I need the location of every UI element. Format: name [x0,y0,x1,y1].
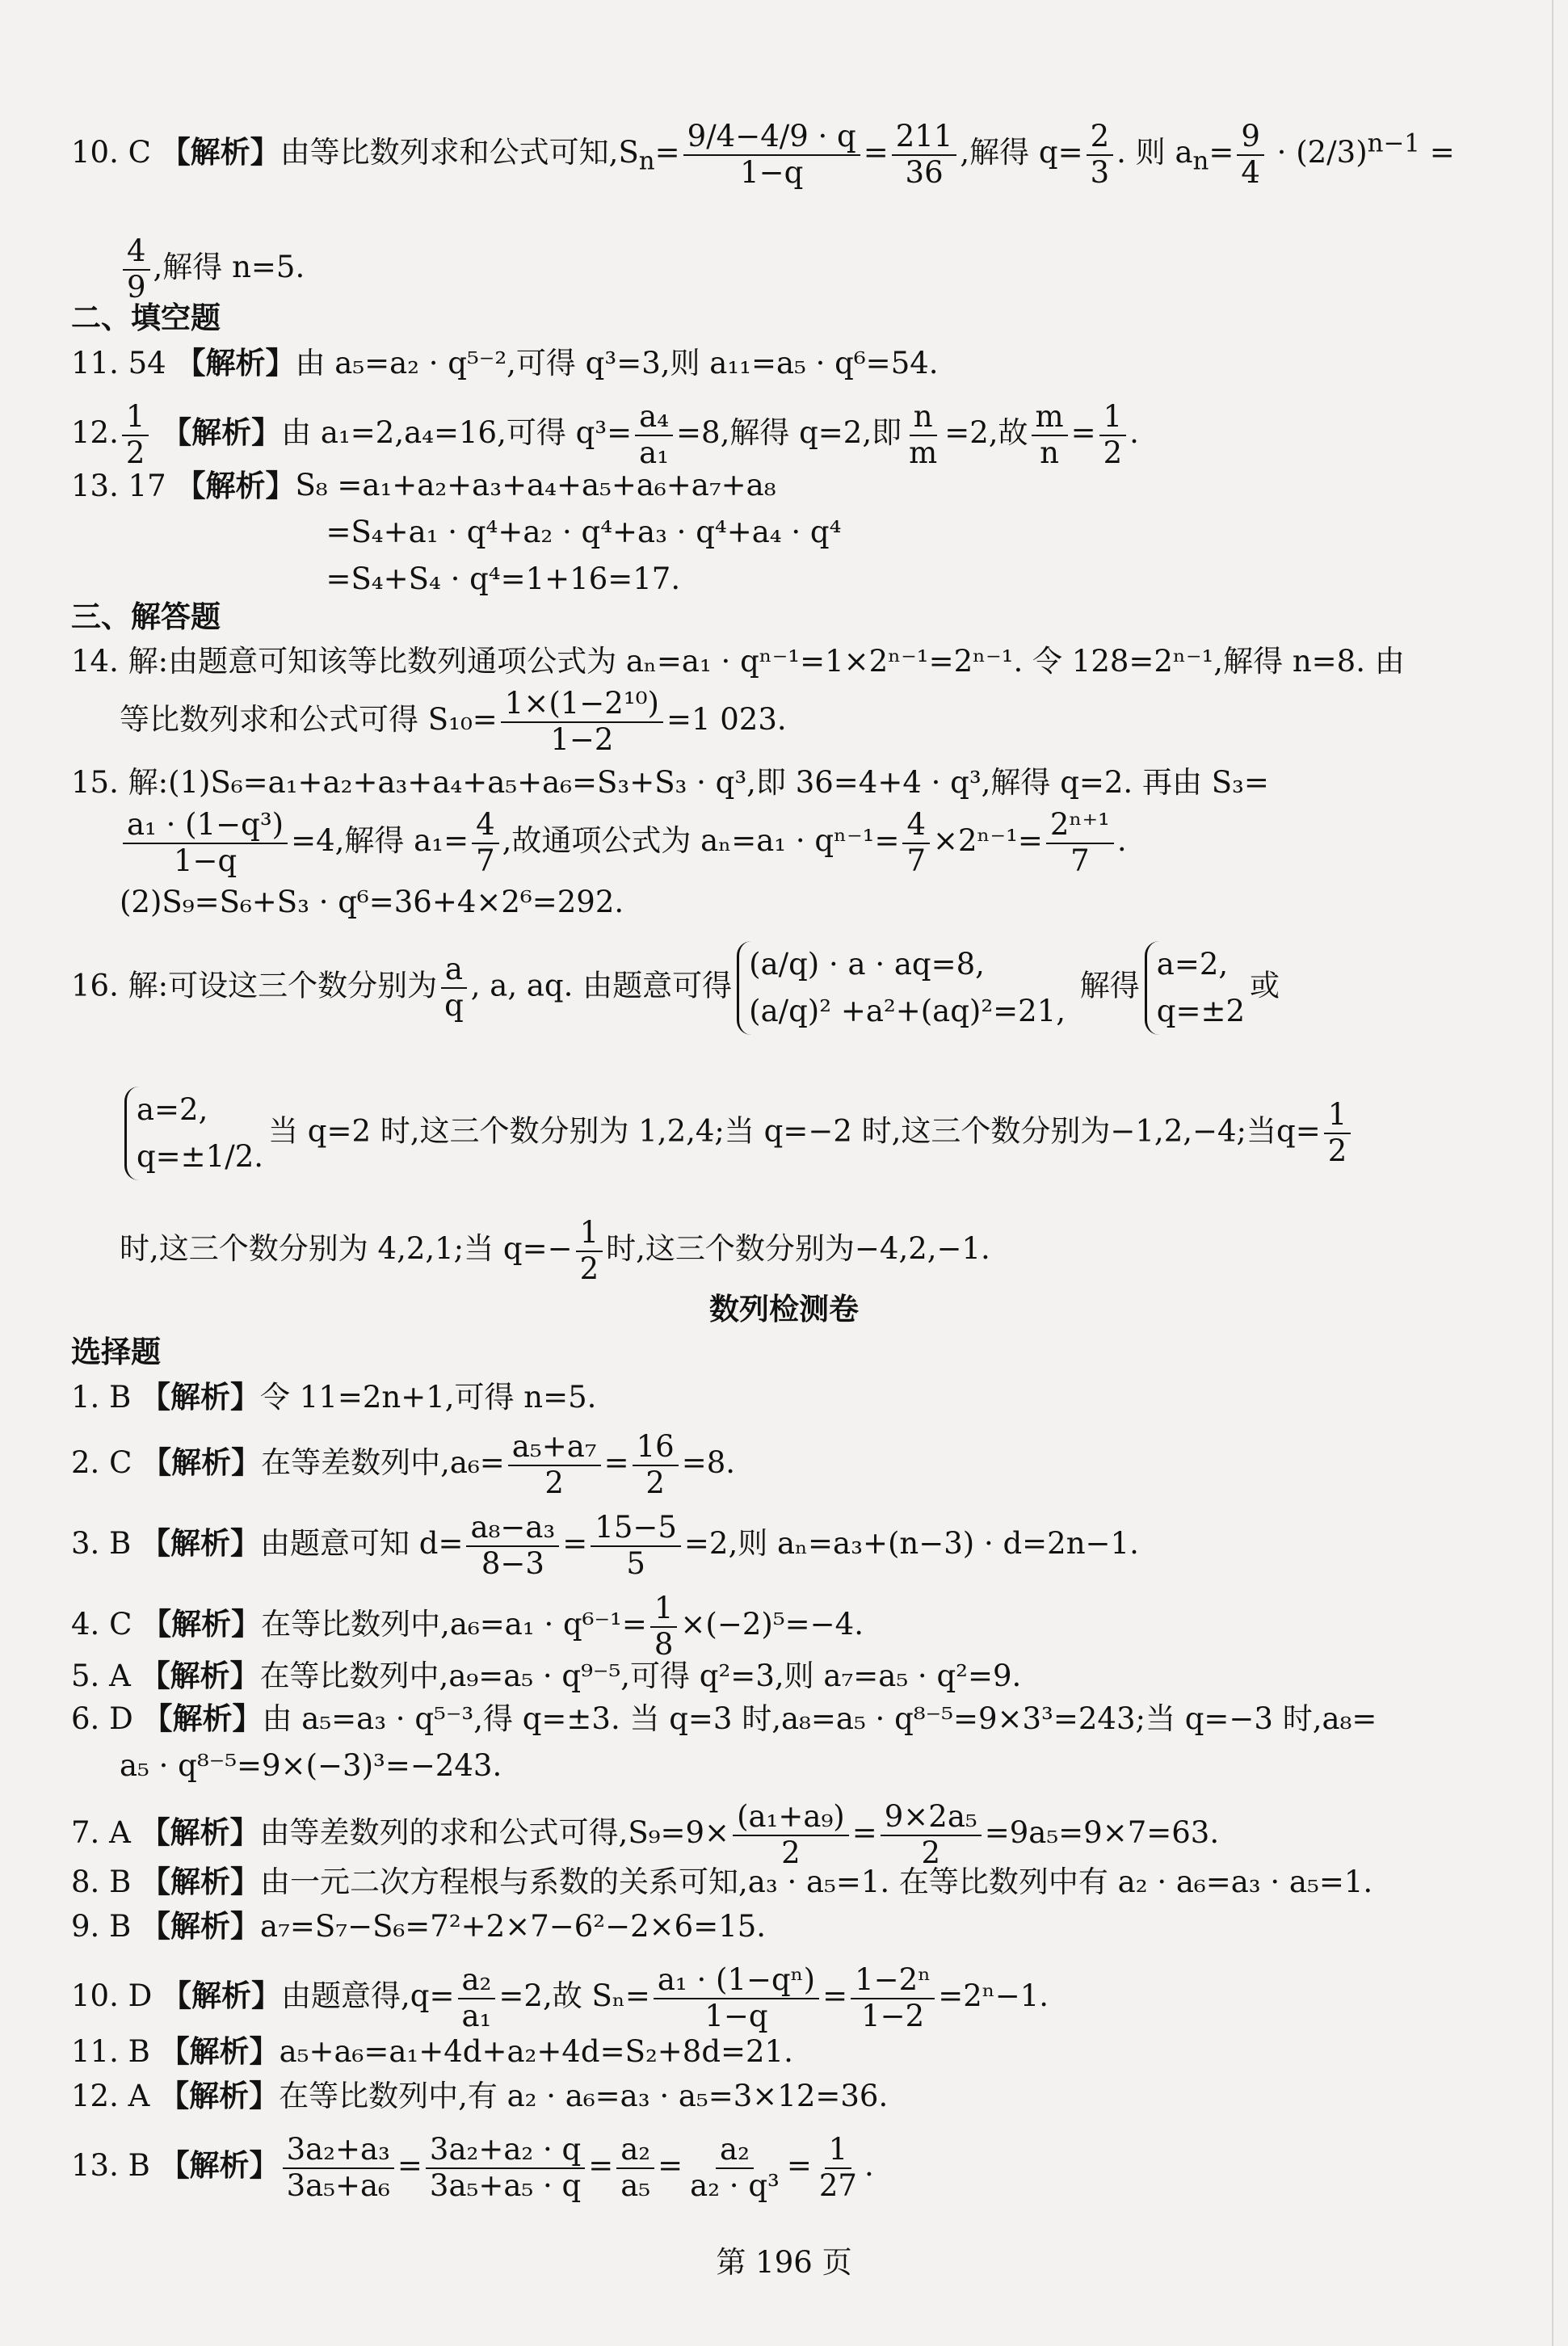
section-title: 数列检测卷 [709,1292,859,1326]
equation-system: (a/q) · a · aq=8, (a/q)² +a²+(aq)²=21, [737,941,1066,1035]
a8: 8. B 【解析】由一元二次方程根与系数的关系可知,a₃ · a₅=1. 在等比数列中有 a₂ · a₆=a₃ · a₅=1. [71,1864,1373,1899]
q15-line2: $\frac{\text{a₁ · (1−q³)}}{1-q}$ =4,解得 a₁= $\frac{4}{7}$ ,故通项公式为 aₙ=a₁ · qⁿ⁻¹= $\frac{4}{7}$ ×2ⁿ⁻¹= $\frac{\text{2ⁿ⁺¹}}{7}$ . [120,808,1557,878]
section-choice: 选择题 [71,1335,161,1369]
page-number: 第 196 页 [716,2245,852,2280]
fraction: $\frac{1}{2}$ [1099,400,1127,470]
q16-line2: a=2, q=±1/2.当 q=2 时,这三个数分别为 1,2,4;当 q=−2 时,这三个数分别为−1,2,−4;当q= $\frac{1}{2}$ [120,1087,1557,1180]
fraction: $\frac{\text{a₂}}{\text{a₂ · q³}}$ [690,2132,780,2203]
fraction: $\frac{2}{3}$ [1087,120,1114,190]
fraction: $\frac{n}{m}$ [909,399,938,470]
a10: 10. D 【解析】由题意得,q= $\frac{\text{a₂}}{\text{a₁}}$ =2,故 Sₙ= $\frac{\text{a₁ · (1−qⁿ)}}{1-q}$ = $\frac{\text{1−2ⁿ}}{1-2}$ =2ⁿ−1. [71,1962,1049,2033]
q16-line1: 16. 解:可设这三个数分别为 $\frac{a}{q}$ , a, aq. 由题意可得(a/q) · a · aq=8, (a/q)² +a²+(aq)²=21, 解得a=2, q=±2或 [71,941,1509,1035]
fraction: $\frac{\text{3a₂+a₂ · q}}{\text{3a₅+a₅ · q}}$ [426,2133,585,2203]
section-fill-blank: 二、填空题 [71,301,221,335]
fraction: $\frac{211}{36}$ [892,120,957,190]
q15-line1: 15. 解:(1)S₆=a₁+a₂+a₃+a₄+a₅+a₆=S₃+S₃ · q³,即 36=4+4 · q³,解得 q=2. 再由 S₃= [71,765,1269,800]
q10-line2: $\frac{4}{9}$ ,解得 n=5. [120,234,1557,305]
fraction: $\frac{\text{a₅+a₇}}{2}$ [508,1430,601,1500]
q13: 13. 17 【解析】S₈ =a₁+a₂+a₃+a₄+a₅+a₆+a₇+a₈ =S₄+a₁ · q⁴+a₂ · q⁴+a₃ · q⁴+a₄ · q⁴ =S₄+S₄ · q⁴=1+16=17. [71,468,842,596]
fraction: $\frac{4}{9}$ [123,234,150,305]
fraction: $\frac{4}{7}$ [472,808,499,878]
a12: 12. A 【解析】在等比数列中,有 a₂ · a₆=a₃ · a₅=3×12=36. [71,2078,889,2113]
fraction: $\frac{1}{2}$ [122,400,149,470]
fraction: $\frac{\text{2ⁿ⁺¹}}{7}$ [1046,808,1114,878]
a2: 2. C 【解析】在等差数列中,a₆= $\frac{\text{a₅+a₇}}{2}$ = $\frac{16}{2}$ =8. [71,1429,736,1500]
q12: 12. $\frac{1}{2}$ 【解析】由 a₁=2,a₄=16,可得 q³= $\frac{\text{a₄}}{\text{a₁}}$ =8,解得 q=2,即 $\frac{n}{m}$ =2,故 $\frac{m}{n}$ = $\frac{1}{2}$ . [71,399,1139,470]
fraction: $\frac{15-5}{5}$ [591,1511,681,1581]
fraction: $\frac{9}{4}$ [1237,120,1264,190]
fraction: $\frac{4}{7}$ [902,808,930,878]
fraction: $\frac{1}{2}$ [1324,1098,1352,1168]
a11: 11. B 【解析】a₅+a₆=a₁+4d+a₂+4d=S₂+8d=21. [71,2033,793,2069]
fraction: $\frac{\text{a₁ · (1−q³)}}{1-q}$ [123,808,288,878]
fraction: $\frac{\text{a₂}}{\text{a₁}}$ [458,1963,496,2033]
a5: 5. A 【解析】在等比数列中,a₉=a₅ · q⁹⁻⁵,可得 q²=3,则 a₇=a₅ · q²=9. [71,1658,1022,1693]
fraction: $\frac{16}{2}$ [633,1430,679,1500]
section-answer: 三、解答题 [71,599,221,634]
a7: 7. A 【解析】由等差数列的求和公式可得,S₉=9× $\frac{\text{(a₁+a₉)}}{2}$ = $\frac{\text{9×2a₅}}{2}$ =9a₅=9×7=63. [71,1799,1220,1870]
frac: $\frac{9/4-4/9 \cdot q}{1-q}$ [683,120,860,190]
fraction: $\frac{\text{(a₁+a₉)}}{2}$ [733,1800,849,1870]
q10-line1: 10. C 【解析】由等比数列求和公式可知$,S_n=$ $\frac{9/4-4/9 \cdot q}{1-q}$ = $\frac{211}{36}$ ,解得 q= $\frac{2}{3}$ . 则 $a_n=$ $\frac{9}{4}$ · $(2/3)^{n-1}$ = [71,119,1455,190]
fraction: $\frac{\text{a₂}}{\text{a₅}}$ [616,2133,654,2203]
fraction: $\frac{1}{8}$ [650,1591,678,1662]
a9: 9. B 【解析】a₇=S₇−S₆=7²+2×7−6²−2×6=15. [71,1908,767,1944]
a4: 4. C 【解析】在等比数列中,a₆=a₁ · q⁶⁻¹= $\frac{1}{8}$ ×(−2)⁵=−4. [71,1591,864,1662]
fraction: $\frac{a}{q}$ [440,952,468,1023]
a1: 1. B 【解析】令 11=2n+1,可得 n=5. [71,1379,597,1415]
fraction: $\frac{\text{3a₂+a₃}}{\text{3a₅+a₆}}$ [283,2133,394,2203]
fraction: $\frac{\text{a₄}}{\text{a₁}}$ [635,400,673,470]
q14-line2: 等比数列求和公式可得 S₁₀= $\frac{\text{1×(1−2¹⁰)}}{1-2}$ =1 023. [120,686,787,757]
fraction: $\frac{1}{2}$ [576,1216,603,1286]
fraction: $\frac{1}{27}$ [818,2132,857,2203]
q14-line1: 14. 解:由题意可知该等比数列通项公式为 aₙ=a₁ · qⁿ⁻¹=1×2ⁿ⁻¹=2ⁿ⁻¹. 令 128=2ⁿ⁻¹,解得 n=8. 由 [71,644,1405,679]
q15-line3: (2)S₉=S₆+S₃ · q⁶=36+4×2⁶=292. [120,885,624,919]
fraction: $\frac{\text{a₁ · (1−qⁿ)}}{1-q}$ [654,1963,819,2033]
fraction: $\frac{\text{9×2a₅}}{2}$ [881,1800,982,1870]
a6: 6. D 【解析】由 a₅=a₃ · q⁵⁻³,得 q=±3. 当 q=3 时,a₈=a₅ · q⁸⁻⁵=9×3³=243;当 q=−3 时,a₈= a₅ · q⁸⁻⁵=9×(−3)³=−243. [71,1701,1377,1783]
q11: 11. 54 【解析】由 a₅=a₂ · q⁵⁻²,可得 q³=3,则 a₁₁=a₅ · q⁶=54. [71,345,939,380]
a3: 3. B 【解析】由题意可知 d= $\frac{\text{a₈−a₃}}{8-3}$ = $\frac{15-5}{5}$ =2,则 aₙ=a₃+(n−3) · d=2n−1. [71,1510,1139,1581]
fraction: $\frac{m}{n}$ [1032,400,1068,470]
fraction: $\frac{\text{a₈−a₃}}{8-3}$ [466,1511,559,1581]
a13: 13. B 【解析】 $\frac{\text{3a₂+a₃}}{\text{3a₅+a₆}}$ = $\frac{\text{3a₂+a₂ · q}}{\text{3a₅+a₅ · q}}$ = $\frac{\text{a₂}}{\text{a₅}}$ = $\frac{\text{a₂}}{\text{a₂ · q³}}$ = $\frac{1}{27}$ . [71,2132,874,2203]
fraction: $\frac{\text{1×(1−2¹⁰)}}{1-2}$ [501,687,663,757]
q16-line3: 时,这三个数分别为 4,2,1;当 q=− $\frac{1}{2}$ 时,这三个数分别为−4,2,−1. [120,1215,990,1286]
fraction: $\frac{\text{1−2ⁿ}}{1-2}$ [851,1963,935,2033]
